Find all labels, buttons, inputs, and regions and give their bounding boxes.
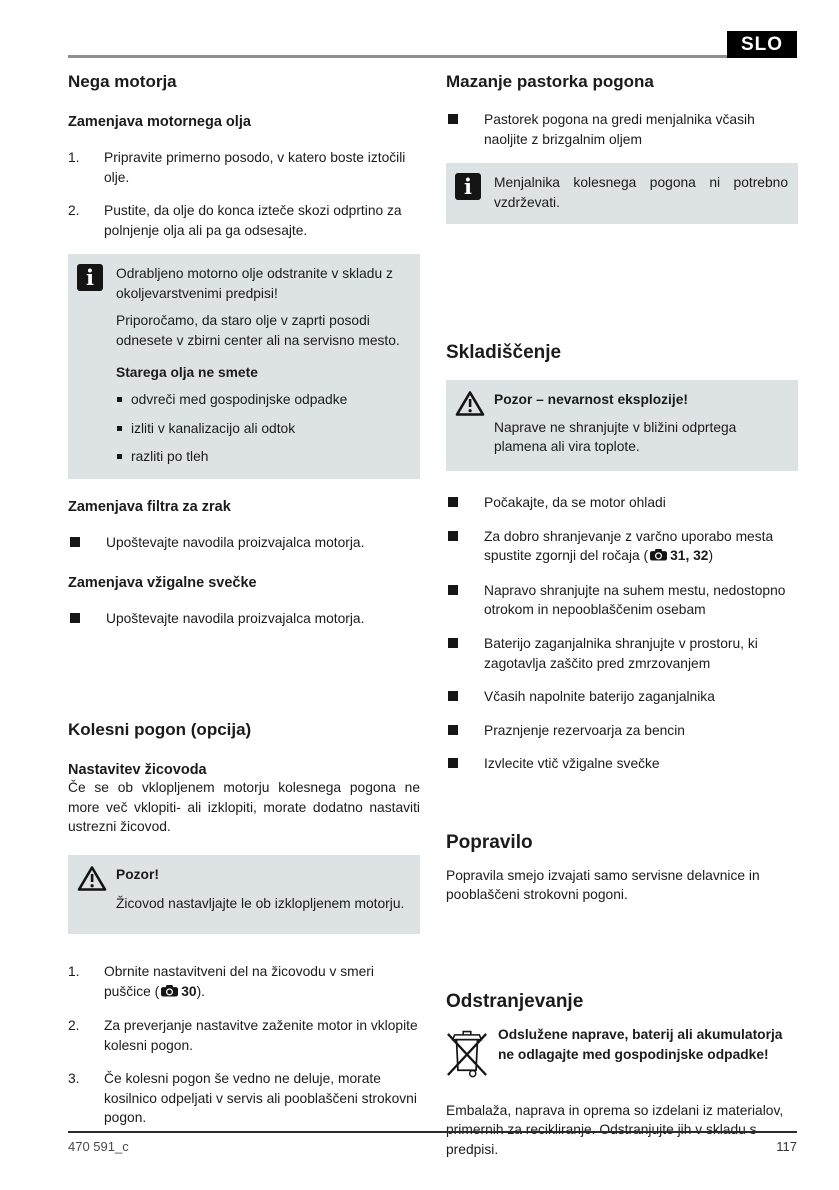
figure-ref: 30: [181, 983, 197, 999]
language-tag-label: SLO: [740, 33, 784, 55]
section-heading-mazanje: Mazanje pastorka pogona: [446, 72, 654, 91]
info-box-menjalnik: [446, 163, 798, 224]
language-tag: [727, 31, 797, 58]
info-box-oil-disposal: [68, 254, 420, 479]
bullet-square-icon: [117, 454, 122, 459]
bullet-text: Baterijo zaganjalnika shranjujte v prostoru, ki zagotavlja zaščito pred zmrzovanjem: [484, 635, 758, 671]
camera-icon: [650, 547, 667, 567]
warning-triangle-icon: [77, 865, 107, 898]
step-item: [68, 962, 420, 1002]
bullet-square-icon: [448, 114, 458, 124]
step-text: Pripravite primerno posodo, v katero boste iztočili olje.: [104, 150, 406, 185]
info-sub-bullet: [116, 447, 410, 467]
bullet-item: [68, 609, 420, 629]
info-icon: i: [455, 173, 481, 200]
warning-text: Naprave ne shranjujte v bližini odprtega plamena ali vira toplote.: [494, 419, 737, 455]
bullet-square-icon: [448, 497, 458, 507]
step-text-pre: Obrnite nastavitveni del na žicovodu v smeri puščice (: [104, 963, 374, 999]
bullet-text: Upoštevajte navodila proizvajalca motorja.: [106, 534, 365, 550]
bullet-square-icon: [448, 585, 458, 595]
left-column: [68, 72, 420, 1142]
zicovod-steps: [68, 962, 420, 1128]
right-column: [446, 72, 798, 1159]
bullet-text: [484, 527, 798, 567]
step-text: Pustite, da olje do konca izteče skozi odprtino za polnjenje olja ali pa ga odsesajte.: [104, 203, 402, 238]
step-item: [68, 148, 420, 187]
info-icon: i: [77, 264, 103, 291]
step-text-post: ).: [196, 983, 206, 999]
header-rule: [68, 55, 797, 58]
bullet-text: Izvlecite vtič vžigalne svečke: [484, 756, 660, 772]
bullet-item: [446, 581, 798, 620]
bullet-square-icon: [448, 531, 458, 541]
weee-note: [446, 1025, 798, 1087]
page-number: 117: [776, 1139, 797, 1154]
info-sub-bullet: [116, 419, 410, 439]
warning-title: Pozor – nevarnost eksplozije!: [494, 392, 688, 408]
bullet-item: [446, 634, 798, 673]
bullet-square-icon: [70, 537, 80, 547]
warning-text: Žicovod nastavljajte le ob izklopljenem motorju.: [116, 896, 405, 912]
oil-change-steps: [68, 148, 420, 240]
info-sub-bullet-text: izliti v kanalizacijo ali odtok: [131, 420, 296, 436]
bullet-text: Včasih napolnite baterijo zaganjalnika: [484, 689, 715, 705]
section-heading-nega-motorja: Nega motorja: [68, 72, 177, 91]
warning-triangle-icon: [455, 390, 485, 423]
subheading-zamenjava-filtra: Zamenjava filtra za zrak: [68, 498, 231, 515]
bullet-text: Počakajte, da se motor ohladi: [484, 495, 666, 511]
info-text: Menjalnika kolesnega pogona ni potrebno vzdrževati.: [494, 175, 788, 210]
storage-bullets: [446, 493, 798, 774]
info-bold-line: Starega olja ne smete: [116, 364, 258, 380]
bullet-item: [446, 754, 798, 774]
step-item: [68, 201, 420, 240]
footer-rule: [68, 1131, 797, 1133]
bullet-item: [68, 533, 420, 553]
bullet-square-icon: [117, 397, 122, 402]
crossed-out-bin-icon: [446, 1027, 488, 1087]
bullet-square-icon: [70, 613, 80, 623]
camera-icon: [161, 983, 178, 1003]
bullet-text: Pastorek pogona na gredi menjalnika včasih naoljite z brizgalnim oljem: [484, 112, 755, 147]
figure-ref: 31, 32: [670, 548, 709, 564]
step-text: Za preverjanje nastavitve zaženite motor in vklopite kolesni pogon.: [104, 1018, 418, 1053]
bullet-item: [446, 110, 798, 149]
info-text: Priporočamo, da staro olje v zaprti posodi odnesete v zbirni center ali na servisno mesto.: [116, 313, 400, 349]
step-item: [68, 1016, 420, 1055]
bullet-square-icon: [448, 691, 458, 701]
step-number: 1.: [68, 963, 80, 979]
section-heading-odstranjevanje: Odstranjevanje: [446, 990, 584, 1012]
step-number: 3.: [68, 1071, 80, 1087]
paragraph-popravilo: Popravila smejo izvajati samo servisne delavnice in pooblaščeni strokovni pogoni.: [446, 867, 760, 903]
subheading-zamenjava-svecke: Zamenjava vžigalne svečke: [68, 574, 257, 591]
step-number: 1.: [68, 150, 80, 165]
bullet-text-pre: Za dobro shranjevanje z varčno uporabo mesta spustite zgornji del ročaja (: [484, 528, 774, 564]
section-heading-skladiscenje: Skladiščenje: [446, 342, 562, 364]
bullet-item: [446, 527, 798, 567]
step-item: [68, 1069, 420, 1128]
subheading-nastavitev-zicovoda: Nastavitev žicovoda: [68, 762, 207, 779]
info-sub-bullet-text: odvreči med gospodinjske odpadke: [131, 392, 348, 408]
step-number: 2.: [68, 1018, 80, 1034]
bullet-item: [446, 721, 798, 741]
info-sub-bullet-text: razliti po tleh: [131, 449, 209, 465]
warning-box-eksplozija: [446, 380, 798, 471]
bullet-text-post: ): [708, 548, 714, 564]
bullet-text: Praznjenje rezervoarja za bencin: [484, 722, 685, 738]
document-code: 470 591_c: [68, 1139, 129, 1154]
bullet-square-icon: [448, 725, 458, 735]
bullet-square-icon: [448, 638, 458, 648]
weee-text: Odslužene naprave, baterij ali akumulatorja ne odlagajte med gospodinjske odpadke!: [498, 1026, 783, 1062]
bullet-text: Upoštevajte navodila proizvajalca motorja.: [106, 610, 365, 626]
bullet-square-icon: [448, 758, 458, 768]
step-number: 2.: [68, 203, 80, 219]
bullet-text: Napravo shranjujte na suhem mestu, nedostopno otrokom in nepooblaščenim osebam: [484, 582, 786, 618]
section-heading-kolesni-pogon: Kolesni pogon (opcija): [68, 720, 252, 740]
warning-box-zicovod: [68, 855, 420, 934]
step-text: Če kolesni pogon še vedno ne deluje, morate kosilnico odpeljati v servis ali pooblaščeni strokovni pogon.: [104, 1071, 417, 1126]
bullet-square-icon: [117, 426, 122, 431]
step-text: [104, 962, 420, 1002]
paragraph-odstranjevanje: Embalaža, naprava in oprema so izdelani iz materialov, primernih za recikliranje. Odstranjujte jih v skladu s predpisi.: [446, 1102, 784, 1157]
info-text: Odrabljeno motorno olje odstranite v skladu z okoljevarstvenimi predpisi!: [116, 266, 393, 301]
subheading-zamenjava-motornega-olja: Zamenjava motornega olja: [68, 114, 251, 130]
bullet-item: [446, 687, 798, 707]
info-sub-bullet: [116, 390, 410, 410]
paragraph-zicovod: Če se ob vklopljenem motorju kolesnega pogona ne more več vklopiti- ali izklopiti, morate dodatno nastaviti ustrezni žicovod.: [68, 780, 420, 835]
bullet-item: [446, 493, 798, 513]
warning-title: Pozor!: [116, 866, 159, 882]
section-heading-popravilo: Popravilo: [446, 831, 533, 853]
